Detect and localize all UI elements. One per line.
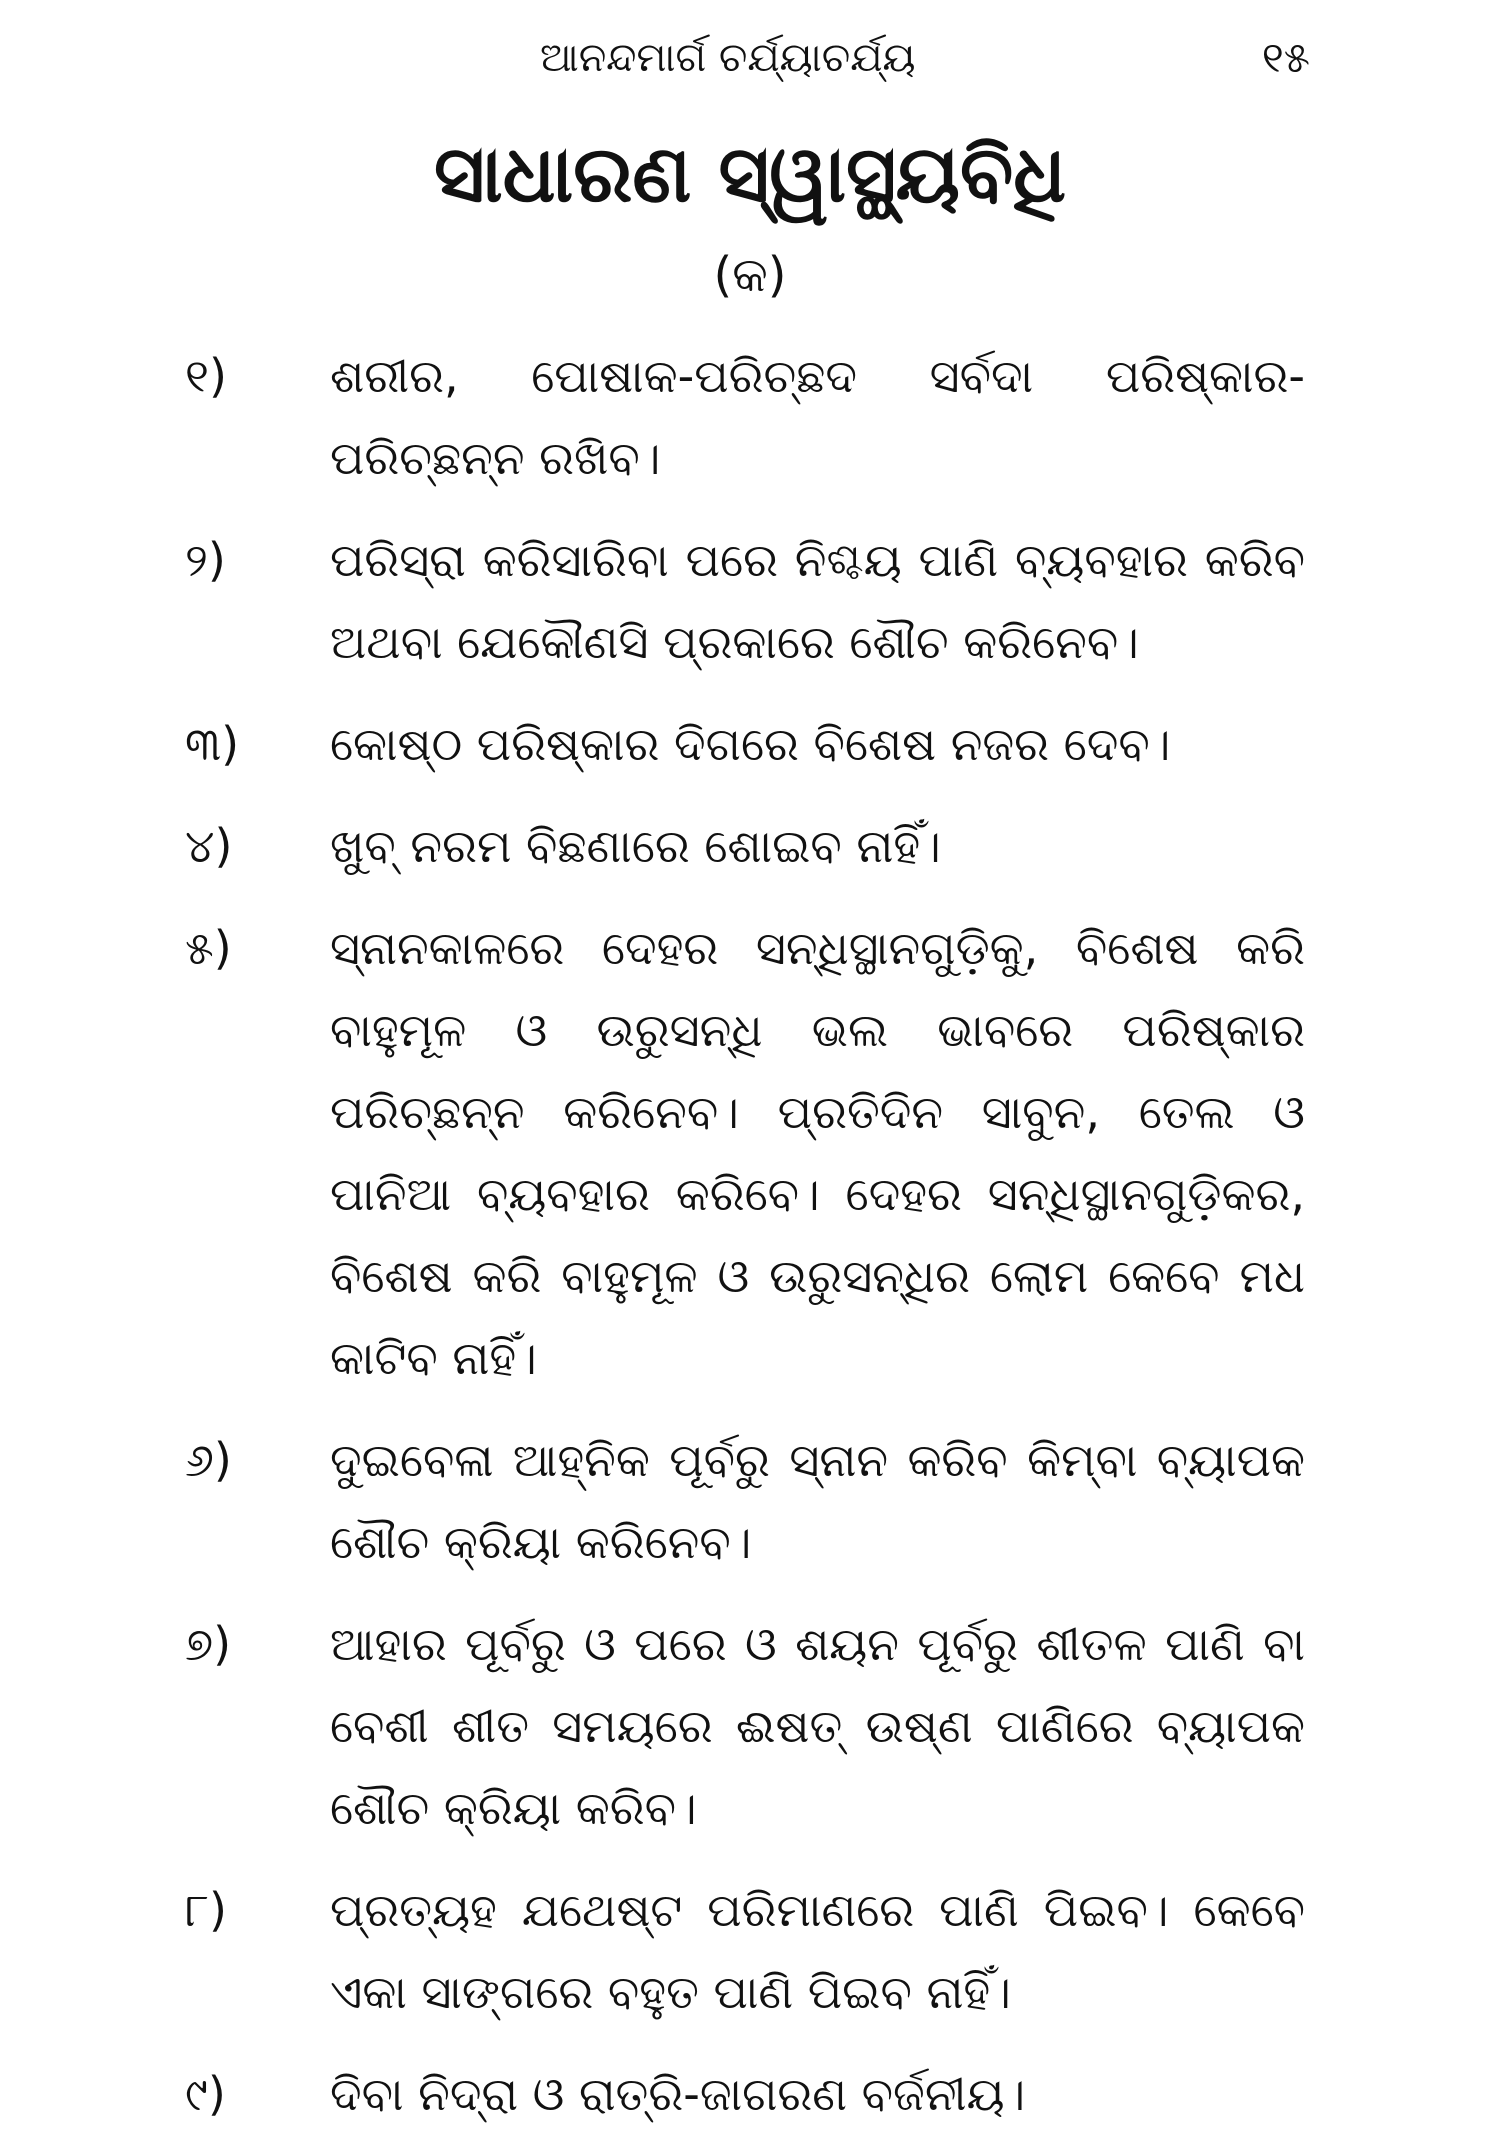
rule-number: ୧): [185, 349, 227, 403]
page-title: ସାଧାରଣ ସ୍ୱାସ୍ଥ୍ୟବିଧି: [433, 130, 1067, 220]
rule-text: ପରିସ୍ରା କରିସାରିବା ପରେ ନିଶ୍ଚୟ ପାଣି ବ୍ୟବହାର କରିବ ଅଥବା ଯେକୌଣସି ପ୍ରକାରେ ଶୌଚ କରିନେବ।: [330, 533, 1305, 669]
running-title: ଆନନ୍ଦମାର୍ଗ ଚର୍ଯ୍ୟାଚର୍ଯ୍ୟ: [540, 35, 916, 81]
rule-text: ଶରୀର, ପୋଷାକ-ପରିଚ୍ଛଦ ସର୍ବଦା ପରିଷ୍କାର-ପରିଚ୍ଛନ୍ନ ରଖିବ।: [330, 349, 1305, 485]
rule-number: ୪): [185, 819, 233, 873]
rule-number: ୨): [185, 533, 226, 587]
rule-number: ୩): [185, 717, 240, 771]
rule-item-5: [0, 907, 1500, 1399]
rule-number: ୯): [185, 2067, 226, 2121]
rule-item-3: [0, 703, 1500, 785]
rule-item-2: [0, 519, 1500, 683]
rule-item-4: [0, 805, 1500, 887]
rule-number: ୬): [185, 1433, 232, 1487]
rule-text: କୋଷ୍ଠ ପରିଷ୍କାର ଦିଗରେ ବିଶେଷ ନଜର ଦେବ।: [330, 717, 1171, 771]
rule-text: ସ୍ନାନକାଳରେ ଦେହର ସନ୍ଧିସ୍ଥାନଗୁଡ଼ିକୁ, ବିଶେଷ କରି ବାହୁମୂଳ ଓ ଉରୁସନ୍ଧି ଭଲ ଭାବରେ ପରିଷ୍କାର ପରିଚ୍ଛନ୍ନ କରିନେବ। ପ୍ରତିଦିନ ସାବୁନ, ତେଲ ଓ ପାନିଆ ବ୍ୟବହାର କରିବେ। ଦେହର ସନ୍ଧିସ୍ଥାନଗୁଡ଼ିକର, ବିଶେଷ କରି ବାହୁମୂଳ ଓ ଉରୁସନ୍ଧିର ଲୋମ କେବେ ମଧ କାଟିବ ନାହିଁ।: [330, 921, 1305, 1385]
rule-text: ଦିବା ନିଦ୍ରା ଓ ରାତ୍ରି-ଜାଗରଣ ବର୍ଜନୀୟ।: [330, 2067, 1026, 2121]
rule-item-8: [0, 1869, 1500, 2033]
rules-list: [0, 335, 1500, 2155]
rule-text: ଦୁଇବେଳା ଆହ୍ନିକ ପୂର୍ବରୁ ସ୍ନାନ କରିବ କିମ୍ବା ବ୍ୟାପକ ଶୌଚ କ୍ରିୟା କରିନେବ।: [330, 1433, 1305, 1569]
rule-text: ଆହାର ପୂର୍ବରୁ ଓ ପରେ ଓ ଶୟନ ପୂର୍ବରୁ ଶୀତଳ ପାଣି ବା ବେଶୀ ଶୀତ ସମୟରେ ଈଷତ୍ ଉଷ୍ଣ ପାଣିରେ ବ୍ୟାପକ ଶୌଚ କ୍ରିୟା କରିବ।: [330, 1617, 1305, 1835]
rule-item-7: [0, 1603, 1500, 1849]
section-label: (କ): [713, 247, 787, 303]
page-number: ୧୫: [1261, 33, 1310, 82]
rule-text: ଖୁବ୍ ନରମ ବିଛଣାରେ ଶୋଇବ ନାହିଁ।: [330, 819, 941, 873]
rule-item-6: [0, 1419, 1500, 1583]
rule-number: ୭): [185, 1617, 232, 1671]
rule-item-9: [0, 2053, 1500, 2135]
rule-number: ୮): [185, 1883, 227, 1937]
rule-text: ପ୍ରତ୍ୟହ ଯଥେଷ୍ଟ ପରିମାଣରେ ପାଣି ପିଇବ। କେବେ ଏକା ସାଙ୍ଗରେ ବହୁତ ପାଣି ପିଇବ ନାହିଁ।: [330, 1883, 1305, 2019]
rule-item-1: [0, 335, 1500, 499]
rule-number: ୫): [185, 921, 232, 975]
running-header: [0, 28, 1500, 88]
